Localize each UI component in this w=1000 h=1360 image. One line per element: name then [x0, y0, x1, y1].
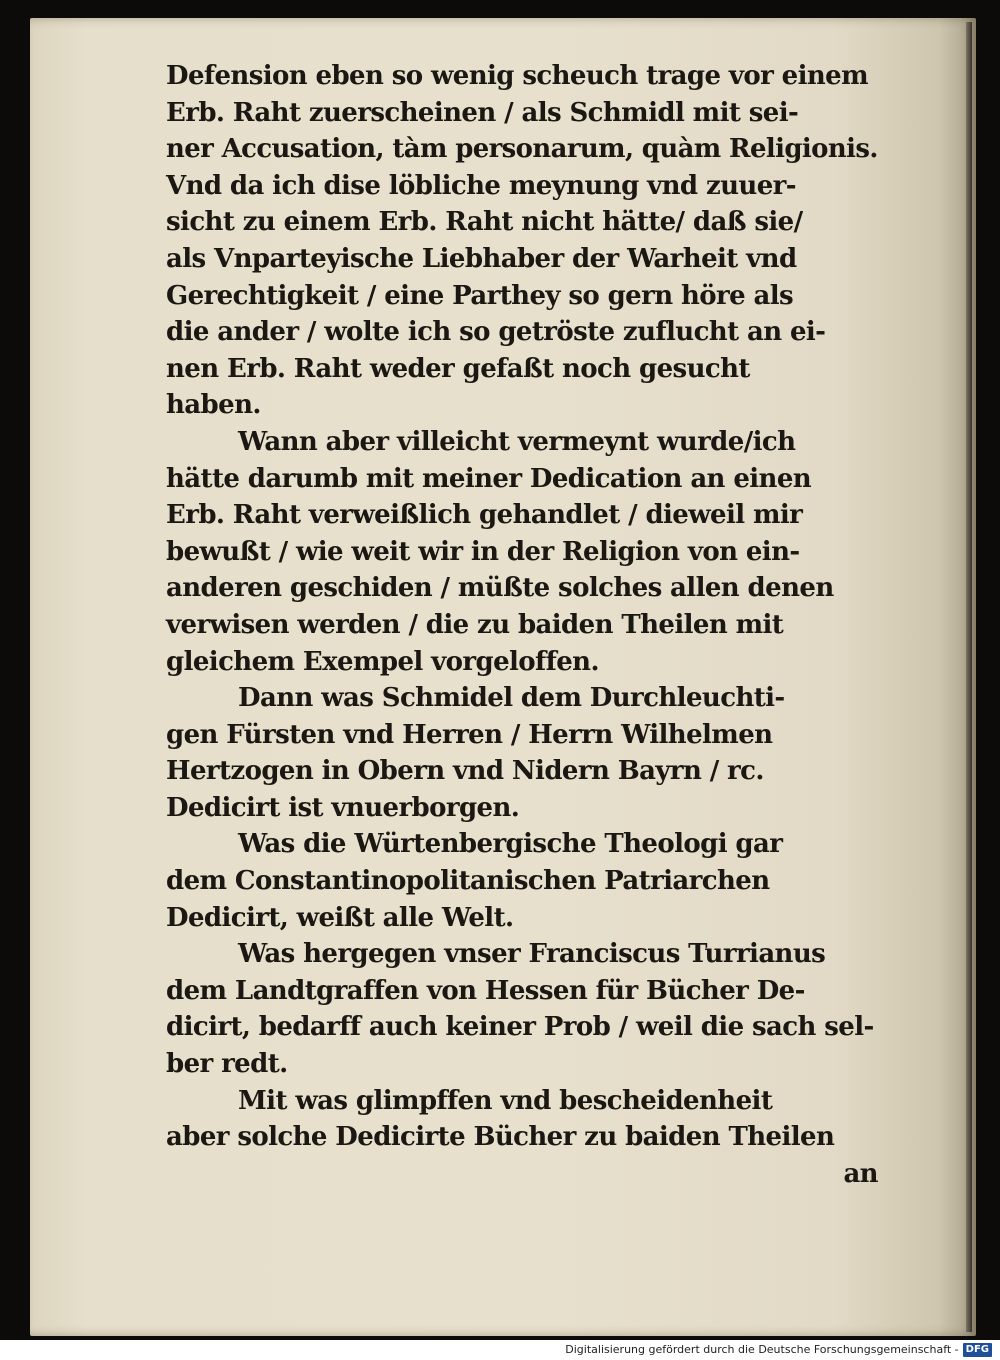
text-line: dem Constantinopolitanischen Patriarchen — [166, 866, 770, 897]
text-line: Was hergegen vnser Franciscus Turrianus — [238, 939, 826, 970]
text-line: gen Fürsten vnd Herren / Herrn Wilhelmen — [166, 719, 773, 750]
text-line: als Vnparteyische Liebhaber der Warheit vnd — [166, 243, 797, 274]
text-line: Dann was Schmidel dem Durchleuchti- — [238, 683, 785, 714]
page-text — [166, 58, 878, 1192]
text-line: bewußt / wie weit wir in der Religion von ein- — [166, 536, 800, 567]
dfg-logo: DFG — [963, 1343, 992, 1357]
text-line: die ander / wolte ich so getröste zuflucht an ei- — [166, 317, 826, 348]
text-line: Mit was glimpffen vnd bescheidenheit — [238, 1085, 773, 1116]
text-line: Defension eben so wenig scheuch trage vor einem — [166, 61, 869, 91]
text-line: haben. — [166, 390, 261, 421]
text-line: Dedicirt ist vnuerborgen. — [166, 792, 520, 823]
text-line: Dedicirt, weißt alle Welt. — [166, 902, 514, 933]
text-line: aber solche Dedicirte Bücher zu baiden Theilen — [166, 1122, 835, 1153]
text-line: ner Accusation, tàm personarum, quàm Religionis. — [166, 134, 878, 165]
text-line: gleichem Exempel vorgeloffen. — [166, 646, 599, 677]
footer-credit: Digitalisierung gefördert durch die Deutsche Forschungsgemeinschaft - — [565, 1343, 959, 1356]
text-line: Was die Würtenbergische Theologi gar — [238, 829, 783, 860]
text-line: nen Erb. Raht weder gefaßt noch gesucht — [166, 353, 750, 384]
text-line: dicirt, bedarff auch keiner Prob / weil die sach sel- — [166, 1012, 874, 1043]
text-line: Hertzogen in Obern vnd Nidern Bayrn / rc. — [166, 756, 764, 787]
catchword: an — [843, 1158, 878, 1189]
text-line: anderen geschiden / müßte solches allen denen — [166, 573, 834, 604]
text-line: hätte darumb mit meiner Dedication an einen — [166, 463, 812, 494]
text-line: verwisen werden / die zu baiden Theilen mit — [166, 609, 784, 640]
digitization-footer — [0, 1340, 1000, 1360]
text-line: ber redt. — [166, 1049, 288, 1080]
text-line: Wann aber villeicht vermeynt wurde/ich — [238, 426, 796, 457]
page-edge — [966, 22, 972, 1332]
text-line: Gerechtigkeit / eine Parthey so gern höre als — [166, 280, 794, 311]
text-line: Vnd da ich dise löbliche meynung vnd zuuer- — [166, 170, 796, 201]
text-line: sicht zu einem Erb. Raht nicht hätte/ daß sie/ — [166, 207, 803, 238]
text-line: Erb. Raht zuerscheinen / als Schmidl mit sei- — [166, 97, 799, 128]
text-line: Erb. Raht verweißlich gehandlet / dieweil mir — [166, 500, 803, 531]
text-line: dem Landtgraffen von Hessen für Bücher De- — [166, 975, 805, 1006]
